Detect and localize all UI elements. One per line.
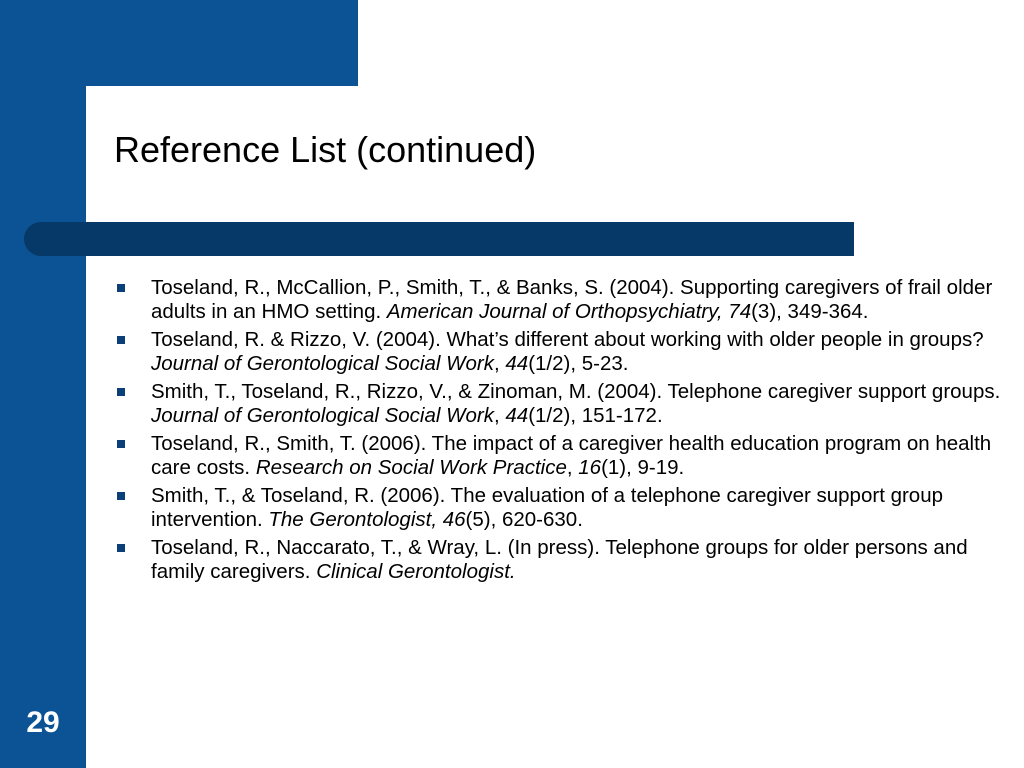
reference-item: [114, 380, 1004, 427]
reference-item: [114, 484, 1004, 531]
top-accent-band: [0, 0, 358, 86]
reference-list: [114, 276, 1004, 588]
reference-text: Toseland, R., Smith, T. (2006). The impact of a caregiver health education program on health care costs.: [151, 432, 992, 479]
reference-tail: (1/2), 5-23.: [528, 351, 629, 375]
left-accent-band: [0, 0, 86, 768]
reference-item: [114, 276, 1004, 323]
reference-journal: Clinical Gerontologist.: [316, 559, 516, 583]
reference-volume: 16: [578, 455, 602, 479]
reference-separator: ,: [493, 403, 506, 427]
reference-item: [114, 432, 1004, 479]
reference-tail: (3), 349-364.: [751, 299, 869, 323]
reference-volume: 44: [505, 403, 529, 427]
reference-item: [114, 328, 1004, 375]
reference-separator: ,: [493, 351, 506, 375]
reference-text: Toseland, R., McCallion, P., Smith, T., & Banks, S. (2004). Supporting caregivers of frail older adults in an HMO setting.: [151, 276, 993, 323]
reference-journal: American Journal of Orthopsychiatry, 74: [386, 299, 752, 323]
reference-text: Toseland, R. & Rizzo, V. (2004). What’s different about working with older people in groups?: [151, 328, 984, 351]
reference-tail: (5), 620-630.: [465, 507, 583, 531]
title-underline-bar: [24, 222, 854, 256]
reference-item: [114, 536, 1004, 583]
reference-journal: Journal of Gerontological Social Work: [151, 403, 494, 427]
slide-number: 29: [26, 706, 60, 739]
reference-tail: (1/2), 151-172.: [528, 403, 663, 427]
reference-volume: 44: [505, 351, 529, 375]
reference-text: Smith, T., Toseland, R., Rizzo, V., & Zinoman, M. (2004). Telephone caregiver support groups.: [151, 380, 1001, 403]
reference-journal: The Gerontologist, 46: [268, 507, 466, 531]
slide-title: Reference List (continued): [114, 129, 537, 170]
reference-journal: Journal of Gerontological Social Work: [151, 351, 494, 375]
reference-tail: (1), 9-19.: [601, 455, 685, 479]
reference-text: Smith, T., & Toseland, R. (2006). The evaluation of a telephone caregiver support group intervention.: [151, 484, 944, 531]
reference-text: Toseland, R., Naccarato, T., & Wray, L. (In press). Telephone groups for older persons and family caregivers.: [151, 536, 968, 583]
reference-journal: Research on Social Work Practice: [255, 455, 567, 479]
reference-separator: ,: [566, 455, 579, 479]
